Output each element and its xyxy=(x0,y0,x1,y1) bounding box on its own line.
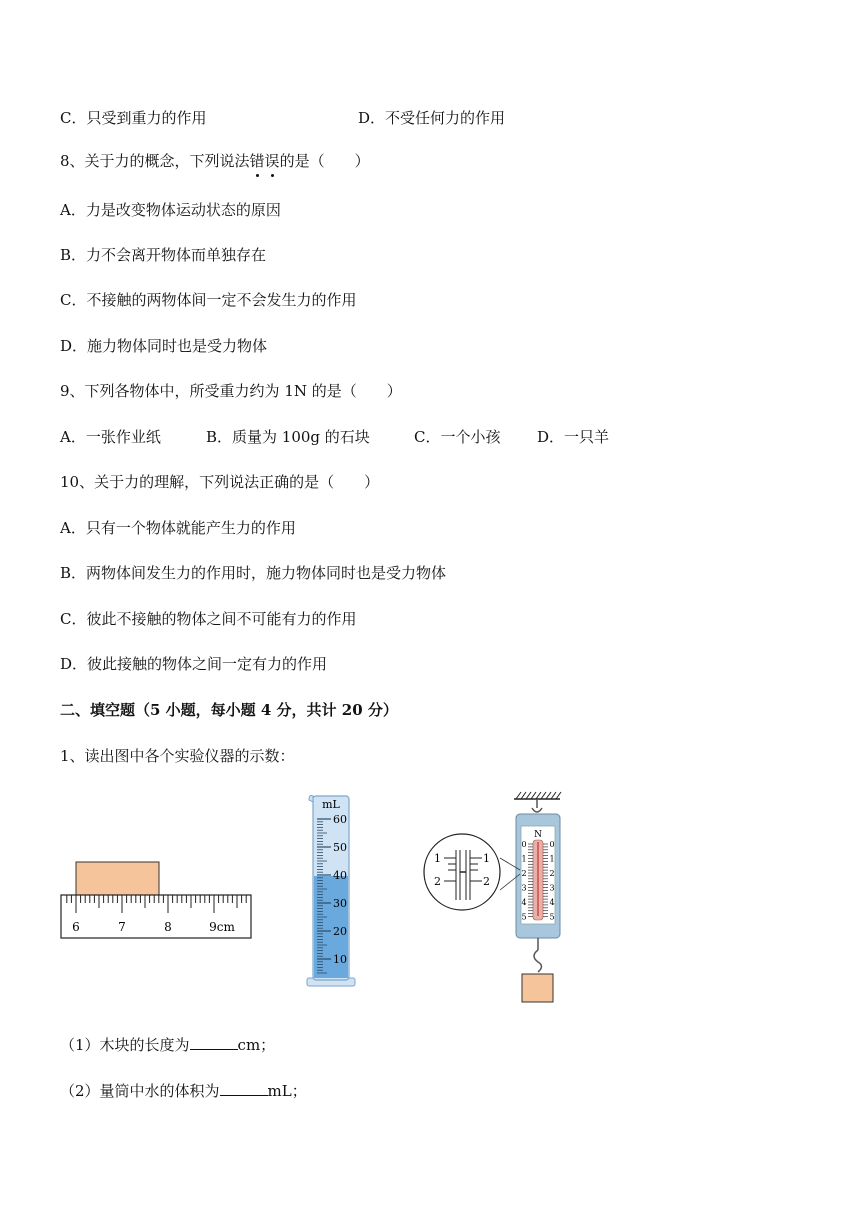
scale-label-5-right: 5 xyxy=(549,912,555,922)
scale-label-3-left: 3 xyxy=(521,883,527,893)
ruler-label-9cm: 9cm xyxy=(209,920,235,934)
q8-option-a: A．力是改变物体运动状态的原因 xyxy=(60,201,281,219)
scale-label-2-right: 2 xyxy=(549,869,555,878)
scale-label-0-left: 0 xyxy=(521,840,527,849)
zoom-label-2-left: 2 xyxy=(434,875,441,888)
scale-label-1-left: 1 xyxy=(521,854,527,864)
q8-option-b: B．力不会离开物体而单独存在 xyxy=(60,246,267,264)
q8-stem xyxy=(60,151,370,171)
scale-label-0-right: 0 xyxy=(549,840,555,849)
zoom-label-2-right: 2 xyxy=(483,875,490,888)
answer-blank-1[interactable] xyxy=(190,1035,238,1050)
scale-unit: N xyxy=(534,830,542,840)
cylinder-spout xyxy=(309,796,313,803)
q10-option-a: A．只有一个物体就能产生力的作用 xyxy=(60,519,296,537)
cylinder-unit: mL xyxy=(322,798,340,811)
cylinder-label-60: 60 xyxy=(333,813,347,826)
ruler-label-6: 6 xyxy=(72,920,80,934)
cylinder-label-30: 30 xyxy=(333,897,347,910)
fill1-stem: 1、读出图中各个实验仪器的示数： xyxy=(60,747,295,765)
zoom-label-1-left: 1 xyxy=(434,852,441,865)
q7-option-d: D．不受任何力的作用 xyxy=(358,109,506,127)
q8-option-d: D．施力物体同时也是受力物体 xyxy=(60,337,268,355)
bottom-hook xyxy=(534,950,542,972)
graduated-cylinder-figure xyxy=(304,792,360,992)
q9-option-d: D．一只羊 xyxy=(537,428,610,446)
scale-label-4-right: 4 xyxy=(549,898,555,907)
top-hook xyxy=(532,799,542,812)
cylinder-label-20: 20 xyxy=(333,925,347,938)
ceiling-hatch xyxy=(516,792,561,799)
cylinder-label-10: 10 xyxy=(333,953,347,966)
q8-option-c: C．不接触的两物体间一定不会发生力的作用 xyxy=(60,291,357,309)
q9-stem: 9、下列各物体中，所受重力约为 1N 的是（ ） xyxy=(60,382,402,400)
q8-stem-before: 8、关于力的概念，下列说法 xyxy=(60,152,250,170)
section2-heading: 二、填空题（5 小题，每小题 4 分，共计 20 分） xyxy=(60,701,398,719)
hanging-weight xyxy=(522,974,553,1002)
cylinder-label-50: 50 xyxy=(333,841,347,854)
q9-option-c: C．一个小孩 xyxy=(414,428,501,446)
q9-option-b: B．质量为 100g 的石块 xyxy=(206,428,370,446)
scale-label-3-right: 3 xyxy=(549,883,555,893)
q10-option-b: B．两物体间发生力的作用时，施力物体同时也是受力物体 xyxy=(60,564,447,582)
q10-option-c: C．彼此不接触的物体之间不可能有力的作用 xyxy=(60,610,357,628)
q8-stem-emphasis: 错误 xyxy=(250,151,280,171)
ruler-figure xyxy=(58,858,254,942)
q10-stem: 10、关于力的理解，下列说法正确的是（ ） xyxy=(60,473,380,491)
scale-label-5-left: 5 xyxy=(521,912,527,922)
scale-label-1-right: 1 xyxy=(549,854,555,864)
cylinder-label-40: 40 xyxy=(333,869,347,882)
ruler-label-7: 7 xyxy=(118,920,126,934)
q7-option-c: C．只受到重力的作用 xyxy=(60,109,207,127)
scale-label-2-left: 2 xyxy=(521,869,527,878)
fill1-sub2: （2）量筒中水的体积为 mL； xyxy=(60,1082,307,1100)
zoom-label-1-right: 1 xyxy=(483,852,490,865)
wooden-block xyxy=(76,862,159,895)
q9-option-a: A．一张作业纸 xyxy=(60,428,161,446)
q10-option-d: D．彼此接触的物体之间一定有力的作用 xyxy=(60,655,328,673)
spring-scale-figure xyxy=(420,788,570,1010)
scale-label-4-left: 4 xyxy=(521,898,527,907)
q8-stem-after: 的是（ ） xyxy=(279,152,370,170)
ruler-label-8: 8 xyxy=(164,920,172,934)
fill1-sub1: （1）木块的长度为 cm； xyxy=(60,1036,276,1054)
answer-blank-2[interactable] xyxy=(220,1081,268,1096)
